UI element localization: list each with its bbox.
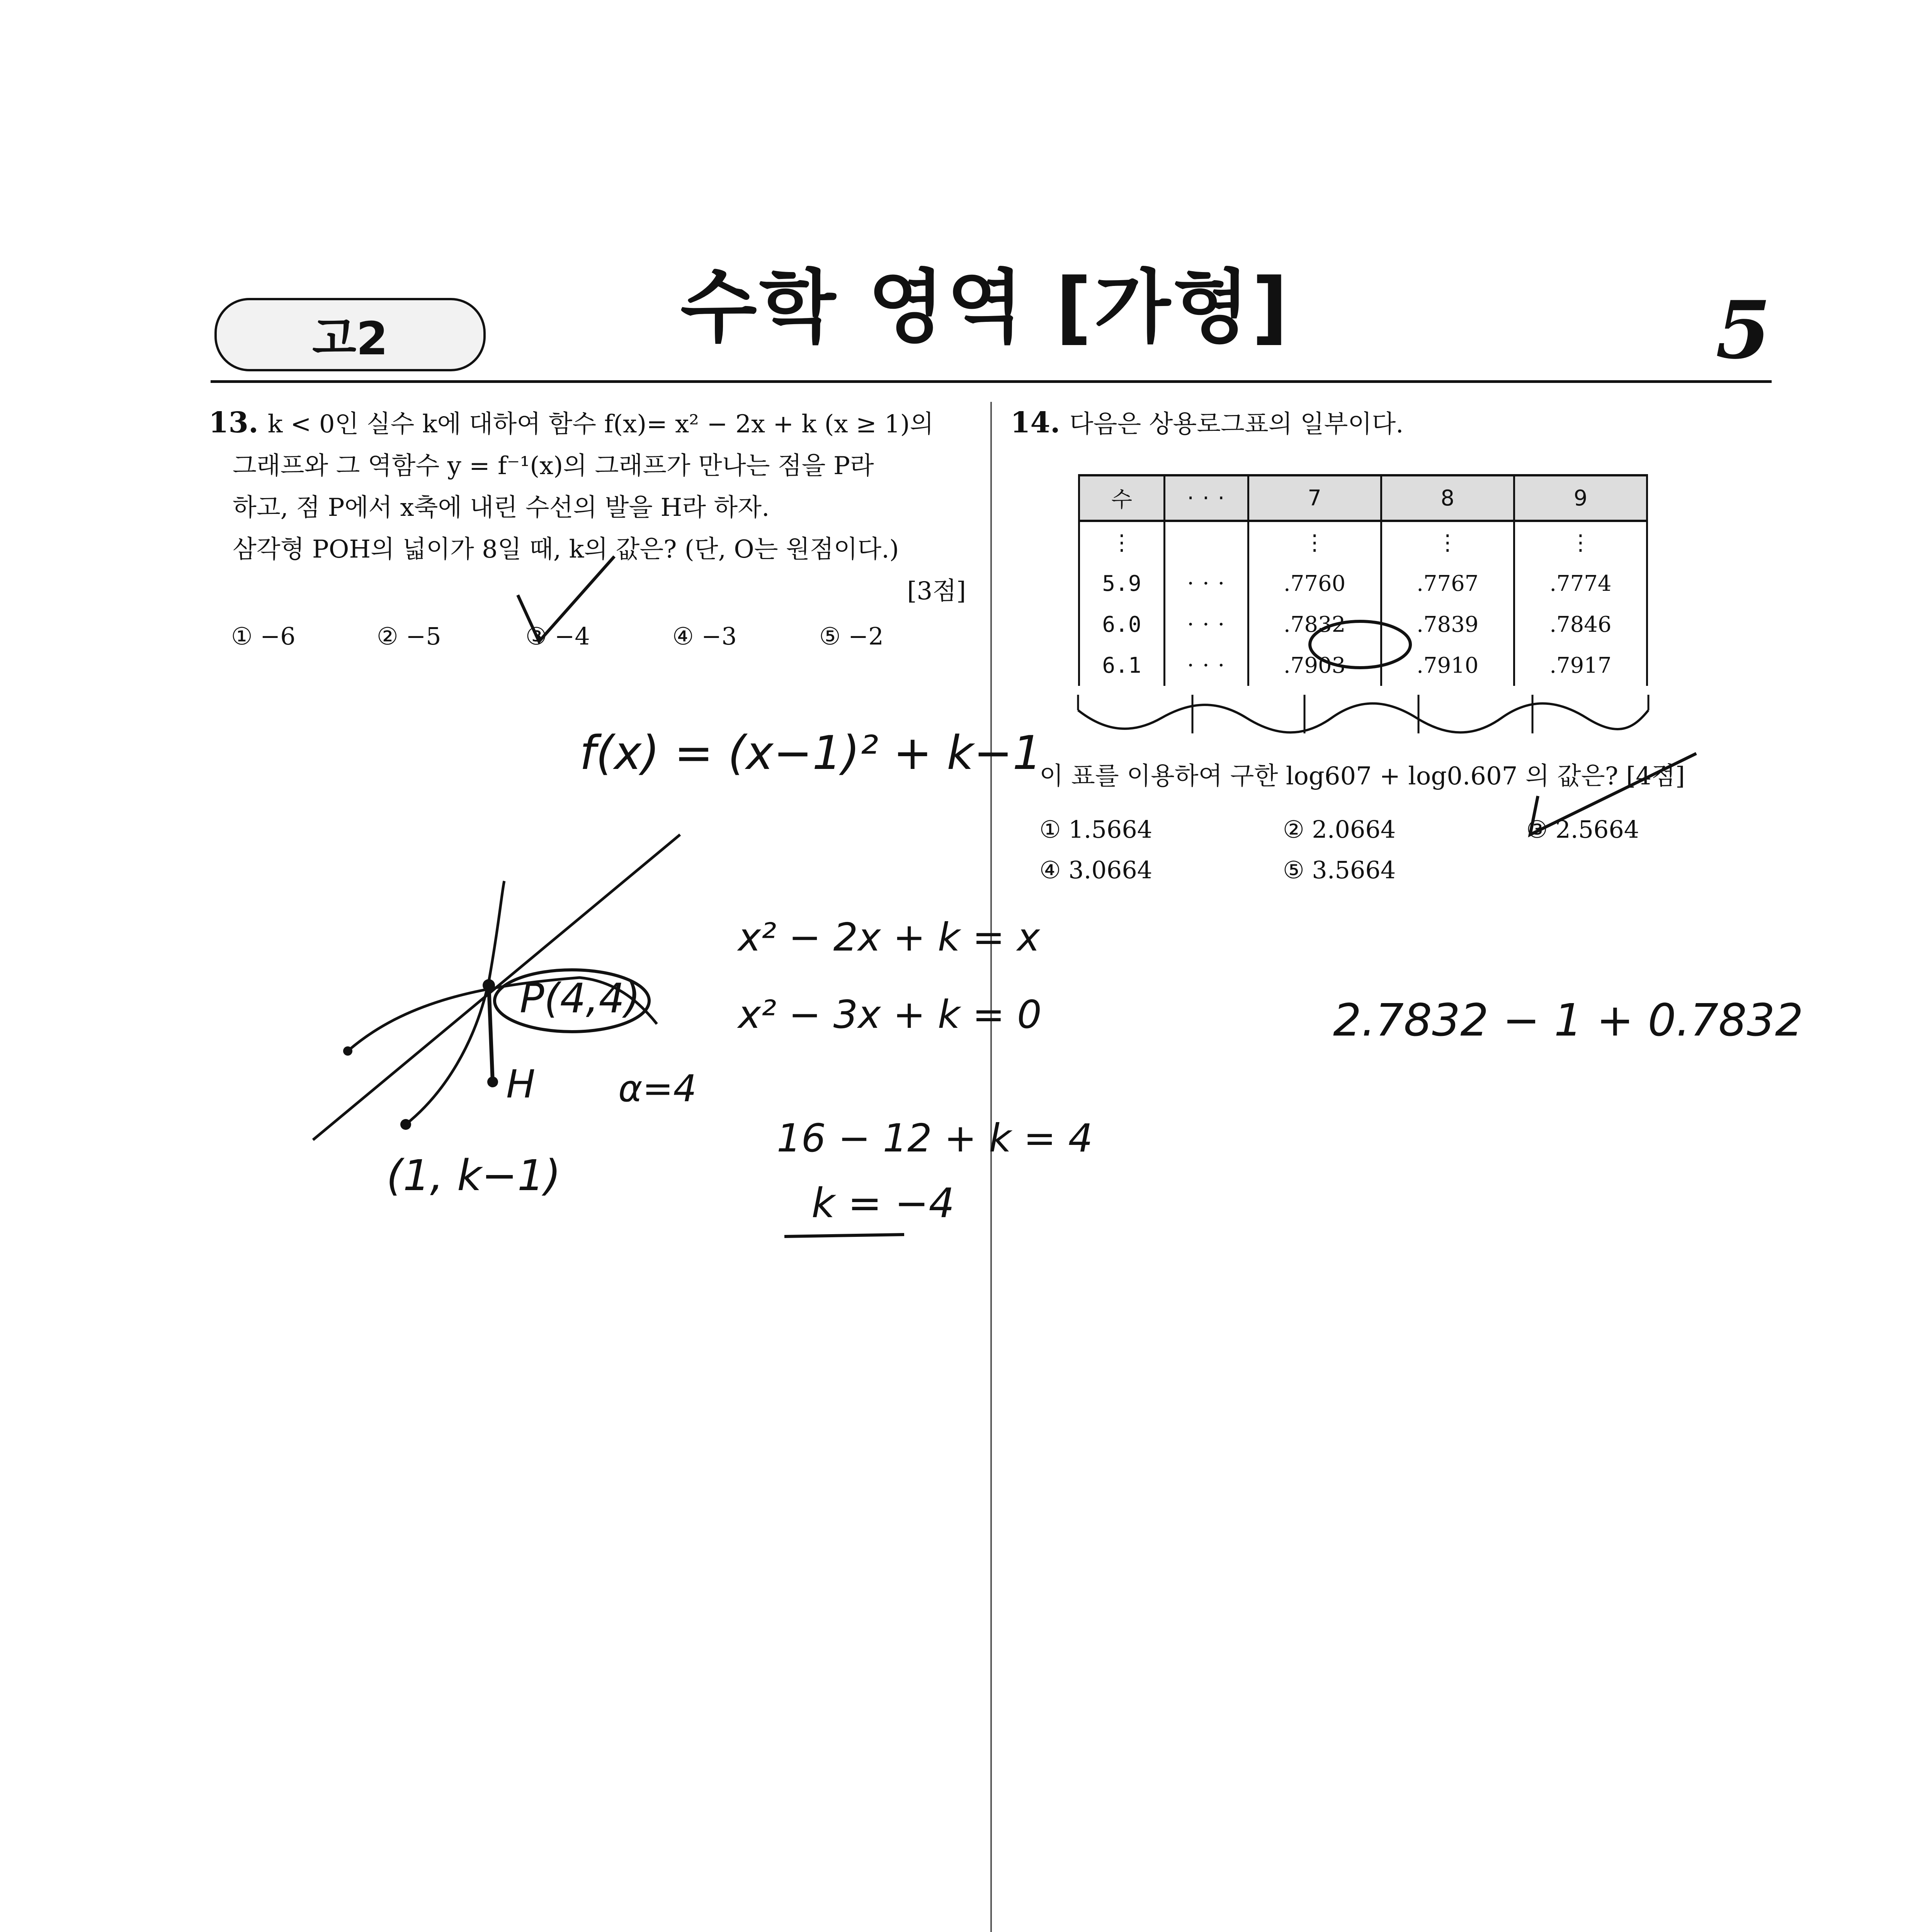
- note-vertex: (1, k−1): [386, 1151, 561, 1200]
- table-cell: · · ·: [1164, 604, 1248, 645]
- grade-label: 고2: [214, 298, 486, 371]
- table-cell: .7903: [1248, 645, 1381, 686]
- table-cell: .7832: [1248, 604, 1381, 645]
- note-log-work: 2.7832 − 1 + 0.7832: [1333, 995, 1803, 1046]
- table-cell: .7917: [1514, 645, 1647, 686]
- question-13-number: 13.: [209, 406, 259, 439]
- point-h-dot: [487, 1077, 498, 1087]
- question-14-intro: 다음은 상용로그표의 일부이다.: [1069, 410, 1404, 439]
- question-14-number: 14.: [1010, 406, 1060, 439]
- note-eq1: x² − 2x + k = x: [738, 915, 1040, 960]
- log-table-header-cell: 8: [1381, 475, 1514, 521]
- note-answer: k = −4: [811, 1180, 955, 1227]
- table-cell: 6.1: [1079, 645, 1165, 686]
- table-cell: .7910: [1381, 645, 1514, 686]
- question-13-line-2: 그래프와 그 역함수 y = f⁻¹(x)의 그래프가 만나는 점을 P라: [233, 452, 874, 480]
- q13-choice-5[interactable]: ⑤ −2: [819, 622, 884, 650]
- q14-choice-1[interactable]: ① 1.5664: [1039, 815, 1153, 844]
- note-alpha: α=4: [618, 1068, 697, 1110]
- q13-choice-1[interactable]: ① −6: [231, 622, 296, 650]
- q13-choice-2[interactable]: ② −5: [377, 622, 441, 650]
- question-13-line-3: 하고, 점 P에서 x축에 내린 수선의 발을 H라 하자.: [233, 493, 770, 522]
- table-cell: ⋮: [1079, 521, 1165, 563]
- curve-end-dot: [343, 1046, 352, 1056]
- table-cell: · · ·: [1164, 645, 1248, 686]
- question-13-text-1: k < 0인 실수 k에 대하여 함수 f(x)= x² − 2x + k (x ≥ 1)의: [267, 410, 934, 439]
- point-p-dot: [483, 979, 495, 992]
- log-table-header-cell: 7: [1248, 475, 1381, 521]
- log-table-header-cell: · · ·: [1164, 475, 1248, 521]
- note-substitution: 16 − 12 + k = 4: [777, 1116, 1093, 1161]
- table-cell: .7846: [1514, 604, 1647, 645]
- table-cell: .7774: [1514, 563, 1647, 604]
- table-cell: · · ·: [1164, 563, 1248, 604]
- vertex-dot: [400, 1119, 411, 1130]
- q13-check-mark: [518, 556, 614, 641]
- page-number: 5: [1716, 284, 1771, 377]
- graph-perpendicular: [489, 985, 493, 1082]
- table-cell: .7767: [1381, 563, 1514, 604]
- table-cell: .7839: [1381, 604, 1514, 645]
- answer-underline: [784, 1235, 904, 1236]
- q14-choice-4[interactable]: ④ 3.0664: [1039, 856, 1153, 884]
- page-title: 수학 영역 [가형]: [680, 262, 1291, 354]
- log-table-header-cell: 9: [1514, 475, 1647, 521]
- note-point-p: P(4,4): [520, 975, 641, 1022]
- note-foot-h: H: [506, 1061, 536, 1107]
- q13-choice-3[interactable]: ③ −4: [526, 622, 590, 650]
- table-cell: 6.0: [1079, 604, 1165, 645]
- q14-choice-2[interactable]: ② 2.0664: [1283, 815, 1396, 844]
- q14-choice-3[interactable]: ③ 2.5664: [1526, 815, 1639, 844]
- table-cell: ⋮: [1381, 521, 1514, 563]
- question-13-points: [3점]: [907, 577, 966, 605]
- note-eq2: x² − 3x + k = 0: [738, 992, 1042, 1037]
- q14-check-mark: [1530, 753, 1696, 835]
- value-circle: [1310, 621, 1410, 668]
- question-14-prompt: 이 표를 이용하여 구한 log607 + log0.607 의 값은? [4점]: [1039, 762, 1685, 791]
- table-cell: .7760: [1248, 563, 1381, 604]
- q14-choice-5[interactable]: ⑤ 3.5664: [1283, 856, 1396, 884]
- note-f-rewrite: f(x) = (x−1)² + k−1: [580, 726, 1042, 780]
- log-table-header-cell: 수: [1079, 475, 1165, 521]
- table-cell: ⋮: [1514, 521, 1647, 563]
- q13-choice-4[interactable]: ④ −3: [672, 622, 737, 650]
- table-cell: 5.9: [1079, 563, 1165, 604]
- table-cell: ⋮: [1248, 521, 1381, 563]
- question-13-line-4: 삼각형 POH의 넓이가 8일 때, k의 값은? (단, O는 원점이다.): [233, 535, 899, 564]
